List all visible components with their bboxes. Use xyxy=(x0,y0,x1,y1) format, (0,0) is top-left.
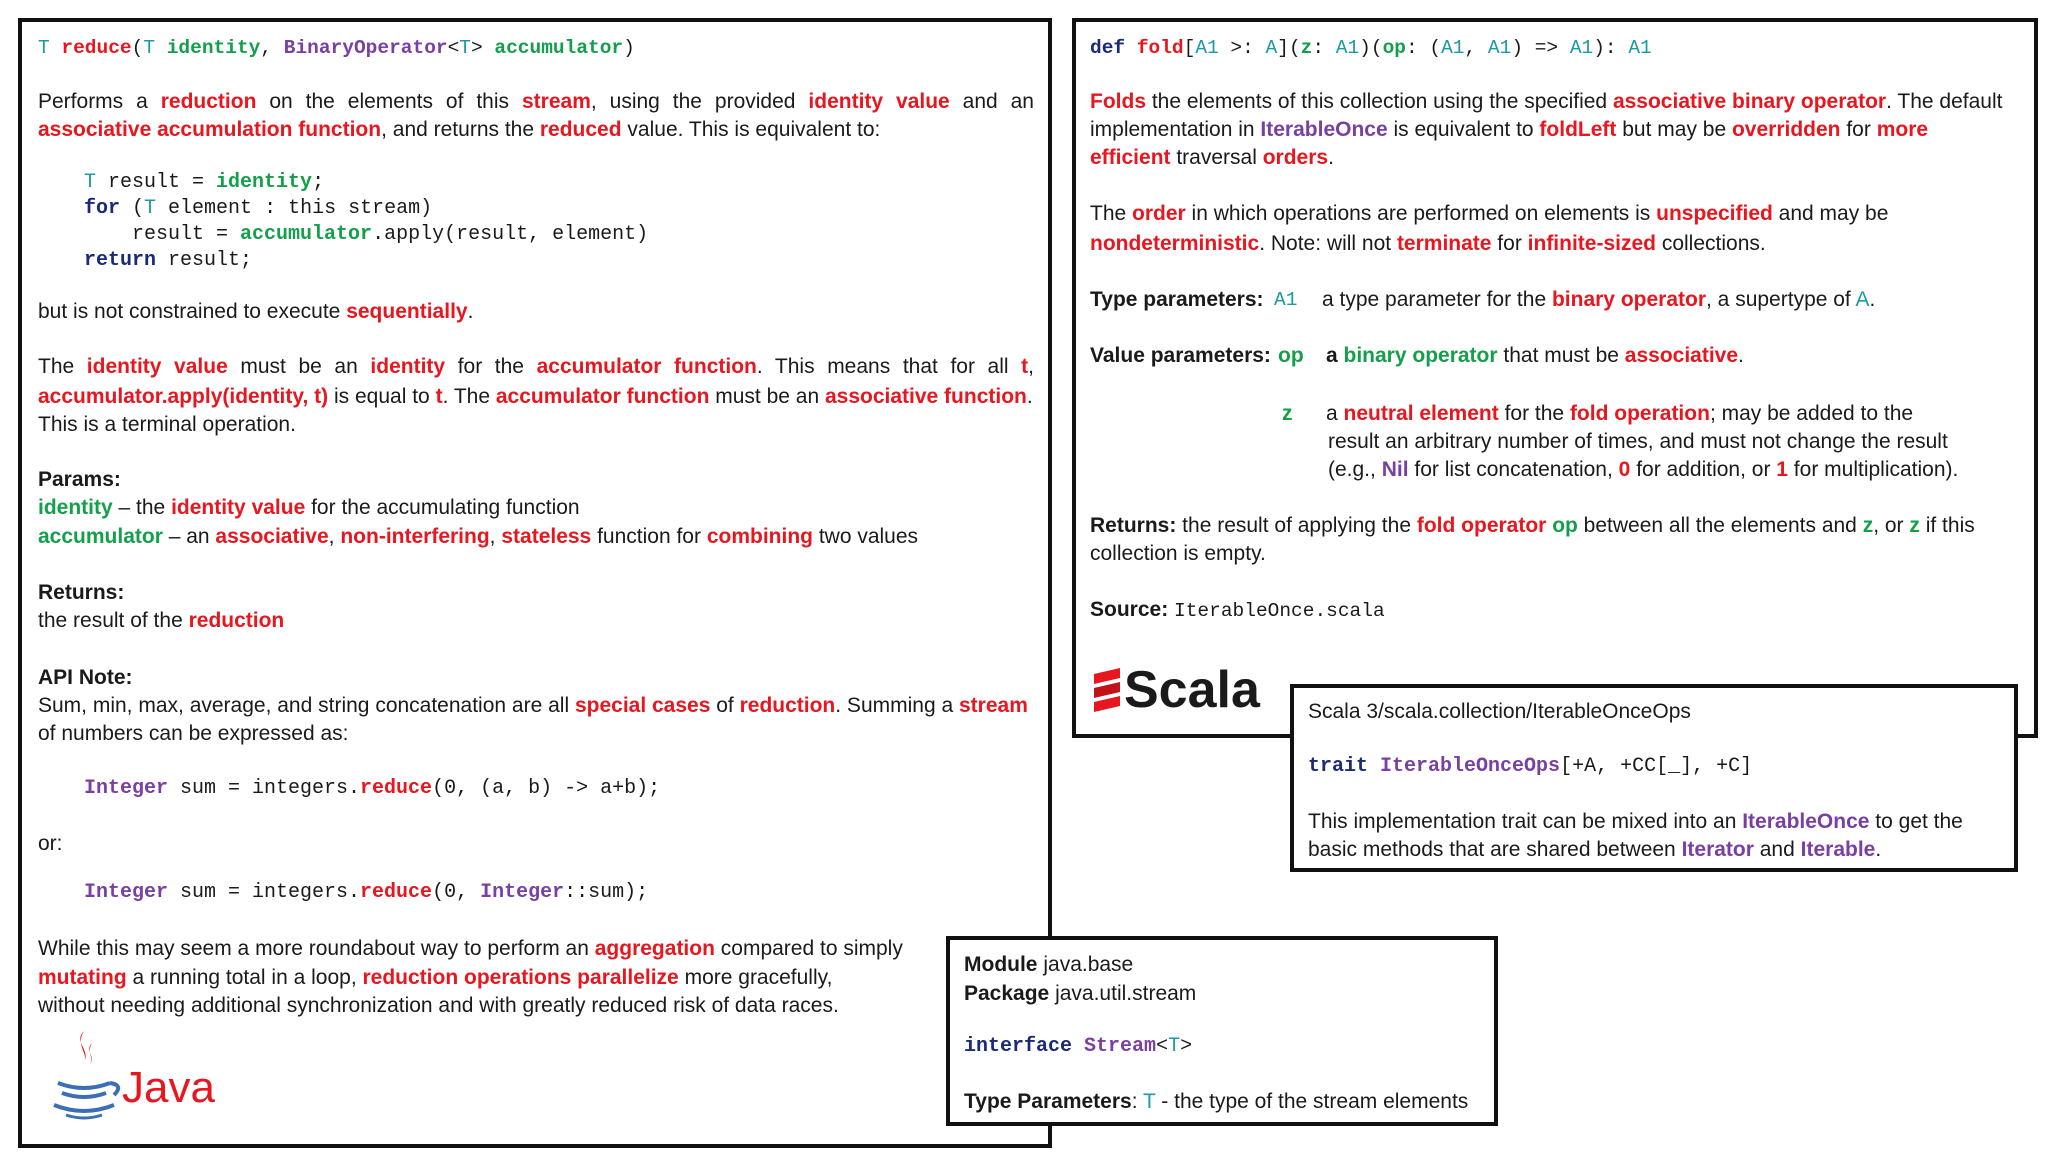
java-logo xyxy=(44,1027,224,1127)
java-cup-icon xyxy=(44,1027,124,1127)
scala-doc-panel xyxy=(1072,18,2038,738)
scala-description-line3: efficient traversal orders. xyxy=(1090,146,1334,169)
java-doc-panel: T reduce(T identity, BinaryOperator<T> accumulator) Performs a reduction on the elements of this stream, using the provided identity value and an associative accumulation function, and returns the reduced value. This is equivalent to: T result = identity; for (T element : this stream) result = accumulator.apply(result, element) return result; but is not constrained to execute sequentially. The identity value must be an identity for the accumulator function. This means that for all t, accumulator.apply(identity, t) is equal to t. The accumulator function must be an associative function. This is a terminal operation. Params: identity – the identity value for the accumulating function accumulator – an associative, non-interfering, stateless function for combining two values Returns: the result of the reduction API Note: Sum, min, max, average, and string concatenation are all special cases of reduction. Summing a stream of numbers can be expressed as: Integer sum = integers.reduce(0, (a, b) -> a+b); or: Integer sum = integers.reduce(0, Integer::sum); While this may seem a more roundabout way to perform an aggregation compared to simply mutating a running total in a loop, reduction operations parallelize more gracefully, without needing additional synchronization and with greatly reduced risk of data races. Java xyxy=(18,18,1052,1148)
java-api-note-title: API Note: xyxy=(38,666,133,689)
java-interface-line: interface Stream<T> xyxy=(964,1035,1193,1058)
scala-stairs-icon xyxy=(1092,668,1122,718)
scala-order-line1: The order in which operations are performed on elements is unspecified and may be xyxy=(1090,202,1889,225)
java-aggregation-line1: While this may seem a more roundabout way to perform an aggregation compared to simply xyxy=(38,937,903,960)
scala-z-desc-line3: (e.g., Nil for list concatenation, 0 for addition, or 1 for multiplication). xyxy=(1328,458,1959,481)
scala-source-line: Source: IterableOnce.scala xyxy=(1090,598,1385,622)
scala-value-parameters-label: Value parameters: xyxy=(1090,344,1271,367)
java-returns-text: the result of the reduction xyxy=(38,609,285,632)
scala-type-parameter-desc: a type parameter for the binary operator, a supertype of A. xyxy=(1322,288,1876,311)
java-aggregation-line3: without needing additional synchronization and with greatly reduced risk of data races. xyxy=(38,994,839,1017)
scala-trait-desc-line1: This implementation trait can be mixed into an IterableOnce to get the xyxy=(1308,810,1963,833)
java-param-accumulator: accumulator – an associative, non-interfering, stateless function for combining two values xyxy=(38,525,919,548)
scala-description-line2: implementation in IterableOnce is equivalent to foldLeft but may be overridden for more xyxy=(1090,118,1929,141)
java-code-sum-lambda: Integer sum = integers.reduce(0, (a, b) -> a+b); xyxy=(84,777,661,800)
scala-order-line2: nondeterministic. Note: will not terminate for infinite-sized collections. xyxy=(1090,232,1766,255)
scala-logo xyxy=(1092,661,1292,724)
java-or-text: or: xyxy=(38,832,63,855)
scala-value-parameter-op-desc: a binary operator that must be associative. xyxy=(1326,344,1744,367)
java-package-line: Package java.util.stream xyxy=(964,982,1197,1005)
java-description-line2: associative accumulation function, and returns the reduced value. This is equivalent to: xyxy=(38,118,881,141)
java-logo-text: Java xyxy=(122,1063,215,1112)
scala-trait-path: Scala 3/scala.collection/IterableOnceOps xyxy=(1308,700,1691,723)
java-signature: T reduce(T identity, BinaryOperator<T> accumulator) xyxy=(38,37,635,59)
scala-type-parameter-name: A1 xyxy=(1274,289,1298,311)
java-aggregation-line2: mutating a running total in a loop, reduction operations parallelize more gracefully, xyxy=(38,966,833,989)
java-terminal-note: This is a terminal operation. xyxy=(38,413,296,436)
scala-returns-line1: Returns: the result of applying the fold operator op between all the elements and z, or z if this xyxy=(1090,514,1975,537)
java-description-line1: Performs a reduction on the elements of this stream, using the provided identity value and an xyxy=(38,90,1034,113)
scala-trait-desc-line2: basic methods that are shared between Iterator and Iterable. xyxy=(1308,838,1882,861)
scala-trait-panel xyxy=(1290,684,2018,872)
java-identity-line1: The identity value must be an identity for the accumulator function. This means that for all t, xyxy=(38,355,1035,378)
java-sequential-note: but is not constrained to execute sequentially. xyxy=(38,300,474,323)
scala-returns-line2: collection is empty. xyxy=(1090,542,1266,565)
scala-signature: def fold[A1 >: A](z: A1)(op: (A1, A1) => A1): A1 xyxy=(1090,37,1652,59)
scala-z-desc-line1: a neutral element for the fold operation; may be added to the xyxy=(1326,402,1914,425)
scala-logo-text: Scala xyxy=(1124,661,1260,719)
java-type-parameters-line: Type Parameters: T - the type of the stream elements xyxy=(964,1090,1469,1113)
scala-type-parameters-label: Type parameters: xyxy=(1090,288,1264,311)
java-module-panel xyxy=(946,936,1498,1126)
scala-value-parameter-op: op xyxy=(1278,344,1304,367)
java-code-sum-methodref: Integer sum = integers.reduce(0, Integer::sum); xyxy=(84,881,649,904)
java-params-title: Params: xyxy=(38,468,121,491)
java-module-line: Module java.base xyxy=(964,953,1134,976)
java-identity-line2: accumulator.apply(identity, t) is equal to t. The accumulator function must be an associative function. xyxy=(38,385,1033,408)
scala-value-parameter-z: z xyxy=(1282,402,1293,425)
scala-description-line1: Folds the elements of this collection using the specified associative binary operator. The default xyxy=(1090,90,2003,113)
java-api-note-line2: of numbers can be expressed as: xyxy=(38,722,349,745)
java-param-identity: identity – the identity value for the accumulating function xyxy=(38,496,580,519)
java-api-note-line1: Sum, min, max, average, and string concatenation are all special cases of reduction. Summing a stream xyxy=(38,694,1028,717)
scala-trait-declaration: trait IterableOnceOps[+A, +CC[_], +C] xyxy=(1308,755,1753,778)
scala-z-desc-line2: result an arbitrary number of times, and must not change the result xyxy=(1328,430,1948,453)
java-returns-title: Returns: xyxy=(38,581,125,604)
